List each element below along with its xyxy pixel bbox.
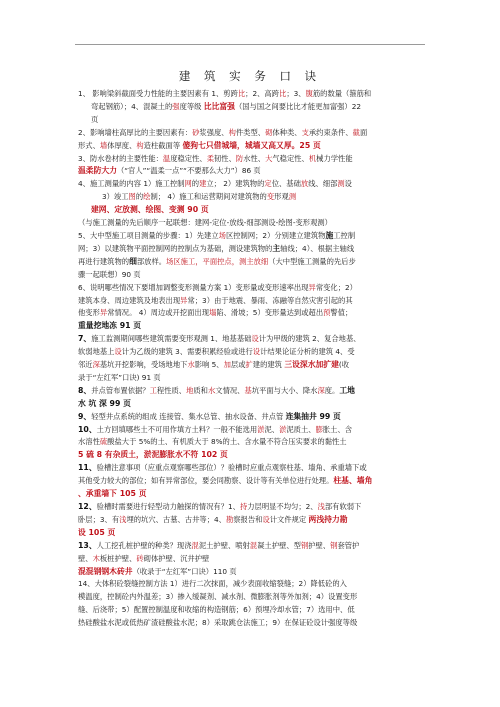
key-char: 基 (244, 385, 252, 395)
text-run: 常；3）由于地震、暴雨、冻融等自然灾害引起的其 (187, 295, 353, 305)
text-line (78, 501, 430, 514)
text-line (78, 604, 430, 617)
key-char: 变 (266, 192, 275, 202)
text-run: 度稳定性、 (170, 153, 207, 163)
bold-text: 10、 (78, 424, 97, 434)
text-line (78, 527, 430, 540)
text-run: 3）竣工 (102, 192, 129, 202)
text-line (78, 617, 430, 630)
text-run: （收录于“左红军”口诀）110 页 (132, 566, 237, 576)
text-line (78, 424, 430, 437)
key-char: 场区施工，平面控点，测主放细 (166, 256, 269, 266)
text-run: 坑平面与大小、降水 (251, 385, 318, 395)
bold-text: 8、 (78, 385, 92, 395)
text-run: 面 (359, 127, 368, 137)
text-line (78, 256, 430, 269)
text-line (78, 127, 430, 140)
text-run: 他变形 (78, 308, 100, 318)
key-char: 异 (308, 282, 316, 292)
text-run: 套管护 (337, 540, 360, 550)
text-line (78, 165, 430, 178)
key-char: 工 (149, 385, 157, 395)
text-run: 1、 影响梁斜截面受力性能的主要因素有 1、剪跨 (78, 89, 238, 98)
text-run: 常情况。 4）周边或开挖面出现 (107, 308, 210, 318)
key-char: 构 (228, 127, 236, 137)
key-char: 异 (99, 308, 108, 318)
text-line (78, 436, 430, 449)
text-line (78, 230, 430, 243)
text-line (78, 217, 430, 230)
text-line (78, 372, 430, 385)
key-char: 防 (235, 153, 244, 163)
text-run: 泥土护壁、喷射 (198, 540, 250, 550)
key-char: 水 (207, 385, 216, 395)
text-line (78, 462, 430, 475)
text-line (78, 153, 430, 166)
bold-text: 主 (272, 243, 281, 253)
text-line (78, 475, 430, 488)
text-run: 部放样。 (136, 256, 167, 266)
text-run: 热硅酸盐水泥或低热矿渣硅酸盐水泥；8）采取跳仓法施工；9）在保证砼设计强度等级 (78, 618, 358, 628)
text-run: 轴线；4）、根据主轴线 (280, 243, 355, 253)
key-char: 机 (308, 153, 317, 163)
text-run: 弯起钢筋）；4、混凝土的 (91, 101, 173, 111)
text-run: 轻型井点系统的组成 连接管、集水总管、抽水设备、井点管 (91, 411, 286, 421)
text-line (78, 591, 430, 604)
key-char: 温 (162, 153, 171, 163)
key-char: 混 (249, 540, 258, 550)
text-run: 人工挖孔桩护壁的种类？现浇 (96, 540, 192, 550)
text-line (78, 243, 430, 256)
text-line (78, 295, 430, 308)
text-line (78, 540, 430, 553)
text-run: 度。 (324, 385, 340, 395)
text-run: 验槽时需要进行轻型动力触探的情况有？1、 (96, 502, 240, 511)
mnemonic-highlight: 、承重墙下 105 页 (78, 489, 147, 499)
key-char: 柔 (206, 153, 214, 163)
key-char: 塌 (209, 308, 217, 318)
text-run: 土方回填哪些土不可用作填方土料？一般不能选用 (96, 424, 258, 434)
text-run: 计结果论证分析的建筑 4、受 (260, 347, 355, 357)
text-line (78, 488, 430, 501)
text-run: 影响 5、 (194, 360, 224, 370)
text-run: 2、影响墙柱高厚比的主要因素有： (78, 127, 193, 137)
key-char: 大 (265, 153, 273, 163)
key-char: 设 (114, 347, 122, 357)
text-run: 区控制网；2）分别建立建筑物 (225, 230, 326, 240)
text-line (78, 282, 430, 295)
key-char: 强 (172, 101, 180, 111)
key-char: 截 (352, 127, 360, 137)
key-char: 构 (136, 140, 144, 150)
text-line (78, 514, 430, 527)
key-char: 深 (317, 385, 325, 395)
bold-text: 重量挖地冻 91 页 (78, 321, 142, 331)
text-run: 建筑本身、周边建筑及地表出现 (78, 295, 181, 305)
key-char: 支 (301, 127, 309, 137)
key-char: 绘 (143, 192, 151, 202)
text-run: 骤一起联想）90 页 (78, 269, 141, 279)
text-run: 程性质、 (156, 385, 187, 395)
text-run: 浆强度、 (199, 127, 229, 137)
key-char: 淤 (279, 424, 287, 434)
mnemonic-highlight: 5 硫 8 有杂质土，淤泥膨胀水不符 102 页 (78, 450, 228, 460)
bold-text: 施 (325, 230, 334, 240)
text-line (78, 333, 430, 346)
text-run: 4、施工测量的内容 1）施工控制 (78, 179, 185, 189)
text-run: 陷、滑坡；5）变形量达到或超出 (216, 308, 324, 318)
key-char: 浅 (119, 514, 127, 524)
text-line (78, 204, 430, 217)
key-char: 地 (186, 385, 194, 395)
text-run: 邻近 (78, 360, 93, 370)
text-line (78, 411, 430, 424)
key-char: 比 (279, 89, 287, 98)
text-run: 的 (191, 179, 200, 189)
text-run: （大中型施工测量的先后步 (268, 256, 356, 266)
text-run: 14、大体积砼裂缝控制方法 1）进行二次抹面，减少表面收缩裂缝；2）降低砼的入 (78, 579, 347, 589)
text-line (78, 320, 430, 333)
bold-text: 连集抽井 99 页 (285, 411, 341, 421)
text-line (78, 398, 430, 411)
text-run: (收 (338, 360, 350, 370)
mnemonic-highlight: 比比富强 (203, 101, 235, 111)
text-run: 酸盐大于 5%的土、有机质大于 8%的土、含水量不符合压实要求的黏性土 (107, 437, 347, 447)
mnemonic-highlight: 设 105 页 (78, 527, 116, 537)
text-run: 体种类、 (272, 127, 302, 137)
bold-text: 11、 (78, 463, 97, 473)
text-run: 建的建筑 (252, 360, 285, 370)
key-char: 腹 (305, 89, 313, 98)
key-char: 定 (264, 179, 272, 189)
text-run: 泥、 (264, 424, 280, 434)
text-run: 的 (135, 192, 144, 202)
text-run: 力层明显不均匀；2、 (247, 502, 318, 511)
key-char: 膨 (315, 424, 323, 434)
text-run: 形观 (274, 192, 289, 202)
text-run: 施工监测期间哪些建筑需要变形观测 1、地基基础 (91, 334, 252, 344)
header-rule (75, 44, 425, 45)
text-run: 件类型、 (235, 127, 266, 137)
text-run: 警值； (330, 308, 353, 318)
text-run: 水性、 (243, 153, 266, 163)
text-run: 并点管布置依据？ (91, 385, 150, 395)
text-run: 计为甲级的建筑 2、复合地基、 (258, 334, 361, 344)
text-run: 砌体护壁、沉井护壁 (143, 553, 210, 563)
text-run: 形式、 (78, 140, 100, 150)
text-run: （“官人”“温柔一点”“不要那么大力”）86 页 (116, 166, 261, 176)
key-char: 扩 (245, 360, 253, 370)
text-run: 位、基础 (271, 179, 301, 189)
text-run: 计为乙级的建筑 3、需要积累经验或进行 (121, 347, 253, 357)
text-run: 基坑开挖影响，受场地地下 (99, 360, 188, 370)
key-char: 网 (184, 179, 192, 189)
text-run: 护壁、 (308, 540, 331, 550)
key-char: 墙 (99, 140, 108, 150)
text-run: （国与国之间要比比才能更加富强）22 (234, 101, 362, 111)
text-run: 录于“左红军”口诀) 91 页 (78, 372, 161, 382)
text-run: ；3、 (286, 89, 306, 98)
key-char: 淤 (257, 424, 265, 434)
text-line (78, 553, 430, 566)
text-run: 其他受力较大的部位；如有异常部位，要会同勘察、设计等有关单位进行处理。 (78, 476, 334, 486)
text-line (78, 449, 430, 462)
text-run: 部有软弱下 (324, 502, 362, 511)
text-line (78, 191, 430, 204)
bold-text: 12、 (78, 502, 97, 511)
bold-text: 水 坑 深 99 页 (78, 398, 131, 408)
text-run: 线、细部 (308, 179, 338, 189)
text-line (78, 307, 430, 320)
key-char: 加 (223, 360, 231, 370)
text-run: 验槽注意事项（应重点观察哪些部位）？验槽时应重点观察柱基、墙角、承重墙下或 (96, 463, 367, 473)
key-char: 放 (300, 179, 309, 189)
mnemonic-highlight: 混混钢钢木砖井 (78, 566, 133, 576)
text-line (78, 88, 430, 101)
text-line (78, 346, 430, 359)
mnemonic-highlight: 傻狗七只借城墙，城墙又高又厚。25 页 (182, 140, 321, 150)
key-char: 预 (323, 308, 331, 318)
key-char: 设 (262, 514, 270, 524)
text-run: 气稳定性、 (272, 153, 309, 163)
text-run: 再进行建筑物的 (78, 256, 130, 266)
text-line (78, 101, 430, 114)
text-run: 韧性、 (214, 153, 236, 163)
key-char: 勘 (225, 514, 234, 524)
key-char: 混 (191, 540, 199, 550)
document-body (78, 88, 430, 630)
key-char: 硫 (99, 437, 108, 447)
text-run: 网；3）以建筑物平面控制网的控制点为基础，测设建筑物的 (78, 243, 273, 253)
text-run: 设 (344, 179, 352, 189)
key-char: 测 (337, 179, 345, 189)
text-line (78, 269, 430, 282)
key-char: 木 (92, 553, 100, 563)
key-char: 砌 (265, 127, 273, 137)
text-run: 凝土护壁、型 (257, 540, 301, 550)
text-line (78, 359, 430, 372)
text-run: ；2、高跨 (245, 89, 280, 98)
text-run: 制； 4）施工和运营期间对建筑物的 (150, 192, 267, 202)
text-run: 承约束条件、 (308, 127, 353, 137)
key-char: 钢 (300, 540, 309, 550)
key-char: 持 (239, 502, 248, 511)
text-run: 泥质土、 (286, 424, 316, 434)
text-line (78, 385, 430, 398)
mnemonic-highlight: 三设深水加扩建 (284, 360, 339, 370)
text-run: 胀土、含 (322, 424, 353, 434)
text-run: 卧层；3、有 (78, 514, 120, 524)
text-run: 计文件规定 (269, 514, 309, 524)
key-char: 建 (199, 179, 207, 189)
key-char: 深 (92, 360, 100, 370)
key-char: 浅 (317, 502, 325, 511)
text-run: （与施工测量的先后顺序一起联想：建网-定位-放线-细部测设-绘图-变形观测） (78, 218, 332, 228)
key-char: 水 (187, 360, 195, 370)
bold-text: 细 (129, 256, 137, 266)
text-line (78, 178, 430, 191)
text-run: 模温度，控制砼内外温差；3）掺入缓凝剂、减水剂、微膨胀剂等外加剂；4）设置变形 (78, 592, 358, 602)
text-run: 造柱截面等 (143, 140, 183, 150)
mnemonic-highlight: 温柔防大力 (78, 166, 117, 176)
text-run: 埋的坑穴、古墓、古井等；4、 (126, 514, 226, 524)
mnemonic-highlight: 建网、定放测、绘图、变测 90 页 (91, 205, 209, 215)
key-char: 砖 (136, 553, 144, 563)
page-title: 建 筑 实 务 口 诀 (178, 69, 322, 83)
text-line (78, 114, 430, 127)
text-line (78, 578, 430, 591)
key-char: 设 (251, 334, 259, 344)
text-run: 械力学性能 (316, 153, 353, 163)
text-line (78, 140, 430, 153)
key-char: 比 (237, 89, 246, 98)
text-run: 常变化；2） (315, 282, 357, 292)
text-run: 工控制 (333, 230, 356, 240)
text-run: 缝、后浇带；5）配置控制温度和收缩的构造钢筋；6）预埋冷却水管；7）选用中、低 (78, 605, 355, 615)
mnemonic-highlight: 柱基、墙角 (333, 476, 373, 486)
text-line (78, 566, 430, 579)
text-run: 立； 2）建筑物的 (206, 179, 265, 189)
text-run: 页 (91, 114, 99, 124)
text-run: 3、防水卷材的主要性能： (78, 153, 163, 163)
text-run: 壁、 (78, 553, 93, 563)
text-run: 板桩护壁、 (99, 553, 137, 563)
text-run: 筋的数量（箍筋和 (312, 89, 372, 98)
text-run: 5、大中型施工项目测量的步骤：1）先建立 (78, 230, 219, 240)
text-run: 水溶性 (78, 437, 100, 447)
bold-text: 9、 (78, 411, 92, 421)
key-char: 场 (218, 230, 226, 240)
mnemonic-highlight: 两浅持力勘 (308, 514, 348, 524)
text-run: 文情况、 (215, 385, 245, 395)
text-run: 软弱地基上 (78, 347, 115, 357)
bold-text: 工地 (339, 385, 355, 395)
text-run: 层或 (230, 360, 246, 370)
key-char: 砂 (192, 127, 200, 137)
bold-text: 13、 (78, 540, 97, 550)
bold-text: 7、 (78, 334, 92, 344)
key-char: 图 (128, 192, 136, 202)
text-run: 6、说明哪些情况下要增加调整变形测量方案 1）变形量或变形速率出现 (78, 282, 309, 292)
text-run: 质和 (193, 385, 208, 395)
text-run: 度等级 (179, 101, 204, 111)
key-char: 异 (180, 295, 188, 305)
key-char: 设 (252, 347, 261, 357)
text-run: 察报告和 (233, 514, 263, 524)
key-char: 测 (288, 192, 297, 202)
text-run: 体厚度、 (107, 140, 137, 150)
key-char: 钢 (330, 540, 338, 550)
